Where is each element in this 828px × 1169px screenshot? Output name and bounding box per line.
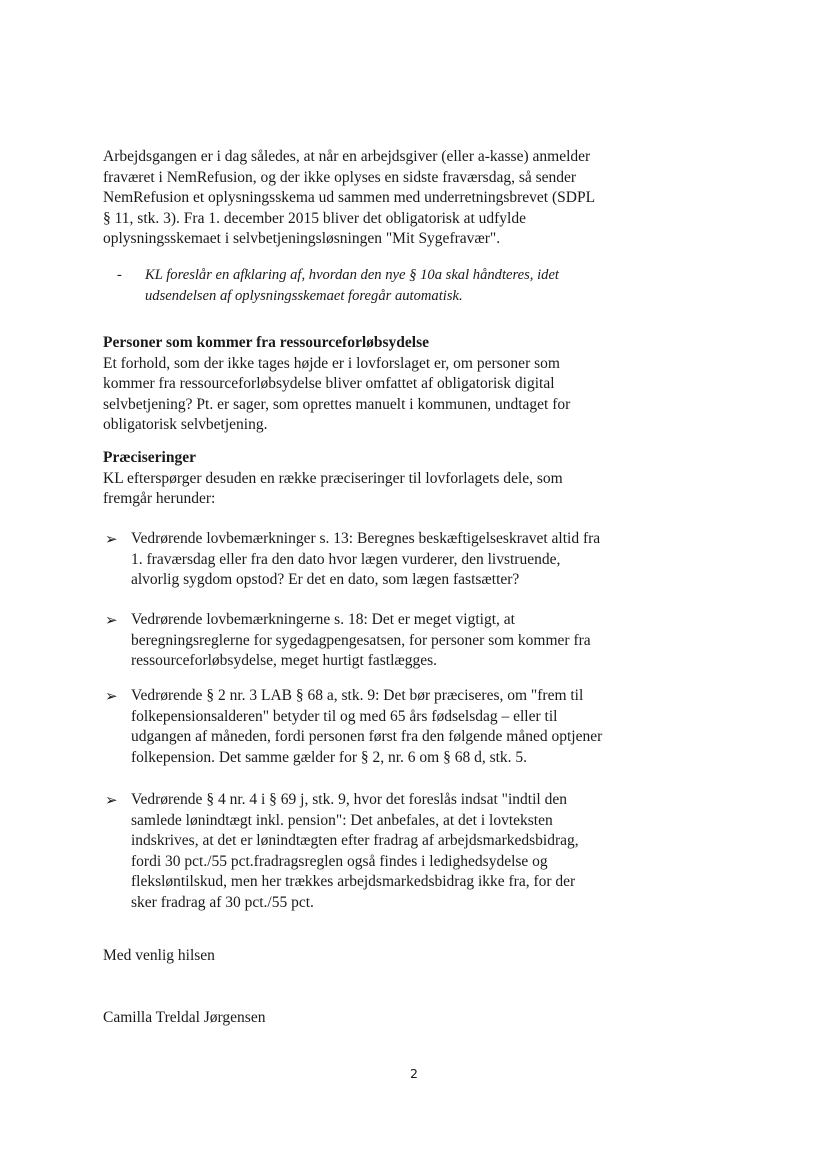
note-dash: - <box>117 267 122 283</box>
proposal-note <box>117 265 587 306</box>
list-item <box>103 529 603 591</box>
section-ressourceforloebsydelse <box>103 333 603 436</box>
section-heading: Personer som kommer fra ressourceforløbsydelse <box>103 334 430 351</box>
list-item-text: Vedrørende § 2 nr. 3 LAB § 68 a, stk. 9: Det bør præciseres, om "frem til folkepensionsalderen" betyder til og med 65 års fødselsdag – eller til udgangen af måneden, fordi personen først fra den følgende måned optjener folkepension. Det samme gælder for § 2, nr. 6 om § 68 d, stk. 5. <box>131 687 603 766</box>
list-item-text: Vedrørende § 4 nr. 4 i § 69 j, stk. 9, hvor det foreslås indsat "indtil den samlede lønindtægt inkl. pension": Det anbefales, at det i lovteksten indskrives, at det er lønindtægten efter fradrag af arbejdsmarkedsbidrag, fordi 30 pct./55 pct.fradragsreglen også findes i ledighedsydelse og fleksløntilskud, men her trækkes arbejdsmarkedsbidrag ikke fra, for der sker fradrag af 30 pct./55 pct. <box>131 791 579 911</box>
arrow-bullet-icon: ➢ <box>105 611 118 629</box>
section-body: KL efterspørger desuden en række præciseringer til lovforlagets dele, som fremgår herunder: <box>103 469 563 508</box>
section-heading: Præciseringer <box>103 449 196 466</box>
closing-greeting: Med venlig hilsen <box>103 947 215 964</box>
section-praeciseringer <box>103 448 603 510</box>
arrow-bullet-icon: ➢ <box>105 530 118 548</box>
intro-paragraph: Arbejdsgangen er i dag således, at når en arbejdsgiver (eller a-kasse) anmelder fraværet i NemRefusion, og der ikke oplyses en sidste fraværsdag, så sender NemRefusion et oplysningsskema ud sammen med underretningsbrevet (SDPL § 11, stk. 3). Fra 1. december 2015 bliver det obligatorisk at udfylde oplysningsskemaet i selvbetjeningsløsningen "Mit Sygefravær". <box>103 148 595 248</box>
list-item <box>103 610 603 672</box>
page-number: 2 <box>410 1066 418 1081</box>
section-body: Et forhold, som der ikke tages højde er i lovforslaget er, om personer som kommer fra ressourceforløbsydelse bliver omfattet af obligatorisk digital selvbetjening? Pt. er sager, som oprettes manuelt i kommunen, undtaget for obligatorisk selvbetjening. <box>103 354 571 434</box>
note-text: KL foreslår en afklaring af, hvordan den nye § 10a skal håndteres, idet udsendelsen af oplysningsskemaet foregår automatisk. <box>145 267 559 304</box>
signature-name: Camilla Treldal Jørgensen <box>103 1009 266 1026</box>
list-item-text: Vedrørende lovbemærkninger s. 13: Beregnes beskæftigelseskravet altid fra 1. fraværsdag eller fra den dato hvor lægen vurderer, den livstruende, alvorlig sygdom opstod? Er det en dato, som lægen fastsætter? <box>131 530 601 589</box>
arrow-bullet-icon: ➢ <box>105 687 118 705</box>
list-item <box>103 686 603 768</box>
arrow-bullet-icon: ➢ <box>105 791 118 809</box>
list-item <box>103 790 603 914</box>
list-item-text: Vedrørende lovbemærkningerne s. 18: Det er meget vigtigt, at beregningsreglerne for sygedagpengesatsen, for personer som kommer fra ressourceforløbsydelse, meget hurtigt fastlægges. <box>131 611 591 670</box>
